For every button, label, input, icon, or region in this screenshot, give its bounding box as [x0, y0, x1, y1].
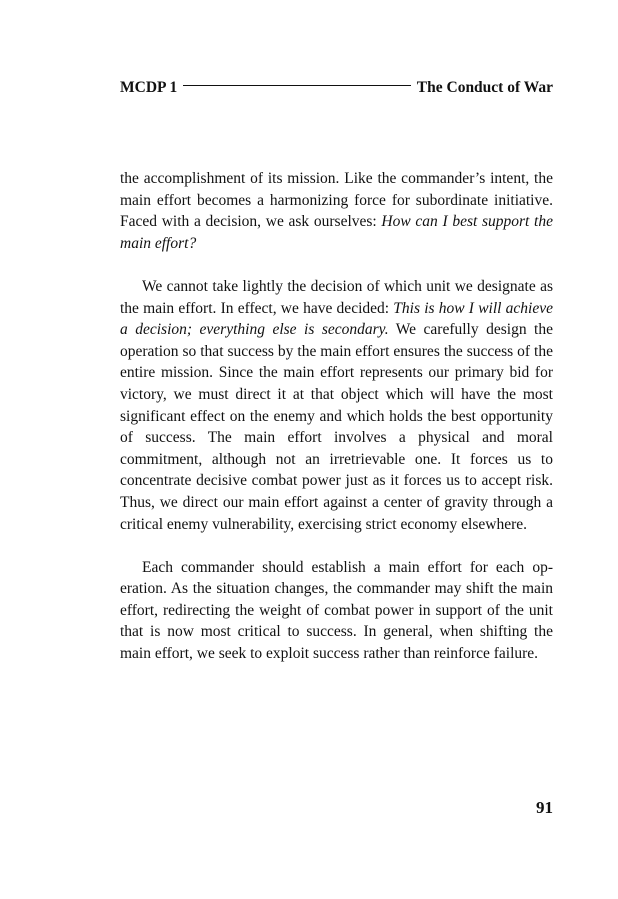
paragraph: [120, 276, 553, 535]
paragraph: [120, 557, 553, 665]
header-chapter-title: The Conduct of War: [416, 79, 553, 96]
paragraph-text: Each commander should establish a main effort for each operation. As the situation changes, the commander may shift the main effort, redirecting the weight of combat power in support of the unit that is now most critical to success. In general, when shifting the main effort, we seek to exploit success rather than reinforce failure.: [120, 558, 553, 663]
paragraph-text: We carefully design the operation so that success by the main effort ensures the success of the entire mission. Since the main effort represents our primary bid for victory, we must direct it at that object which will have the most significant effect on the enemy and which holds the best opportunity of success. The main effort involves a physical and moral commitment, although not an irretrievable one. It forces us to concentrate decisive combat power just as it forces us to accept risk. Thus, we direct our main effort against a center of gravity through a critical enemy vulnerability, exercising strict economy elsewhere.: [120, 321, 553, 533]
paragraph-text: the accomplishment of its mission. Like the commander’s intent, the main effort becomes a harmonizing force for subordinate initiative. Faced with a decision, we ask ourselves:: [120, 170, 553, 231]
running-header: [120, 78, 553, 98]
paragraph: [120, 168, 553, 254]
page-number: 91: [536, 798, 553, 817]
body-text: [120, 168, 553, 665]
paragraph-italic-text: How can I best support the main effort?: [120, 213, 553, 252]
header-rule: [183, 85, 411, 86]
header-publication-id: MCDP 1: [120, 79, 178, 96]
paragraph-italic-text: This is how I will achieve a decision; everything else is secondary.: [120, 299, 553, 339]
paragraph-text: We cannot take lightly the decision of which unit we designate as the main effort. In effect, we have decided:: [120, 277, 553, 317]
